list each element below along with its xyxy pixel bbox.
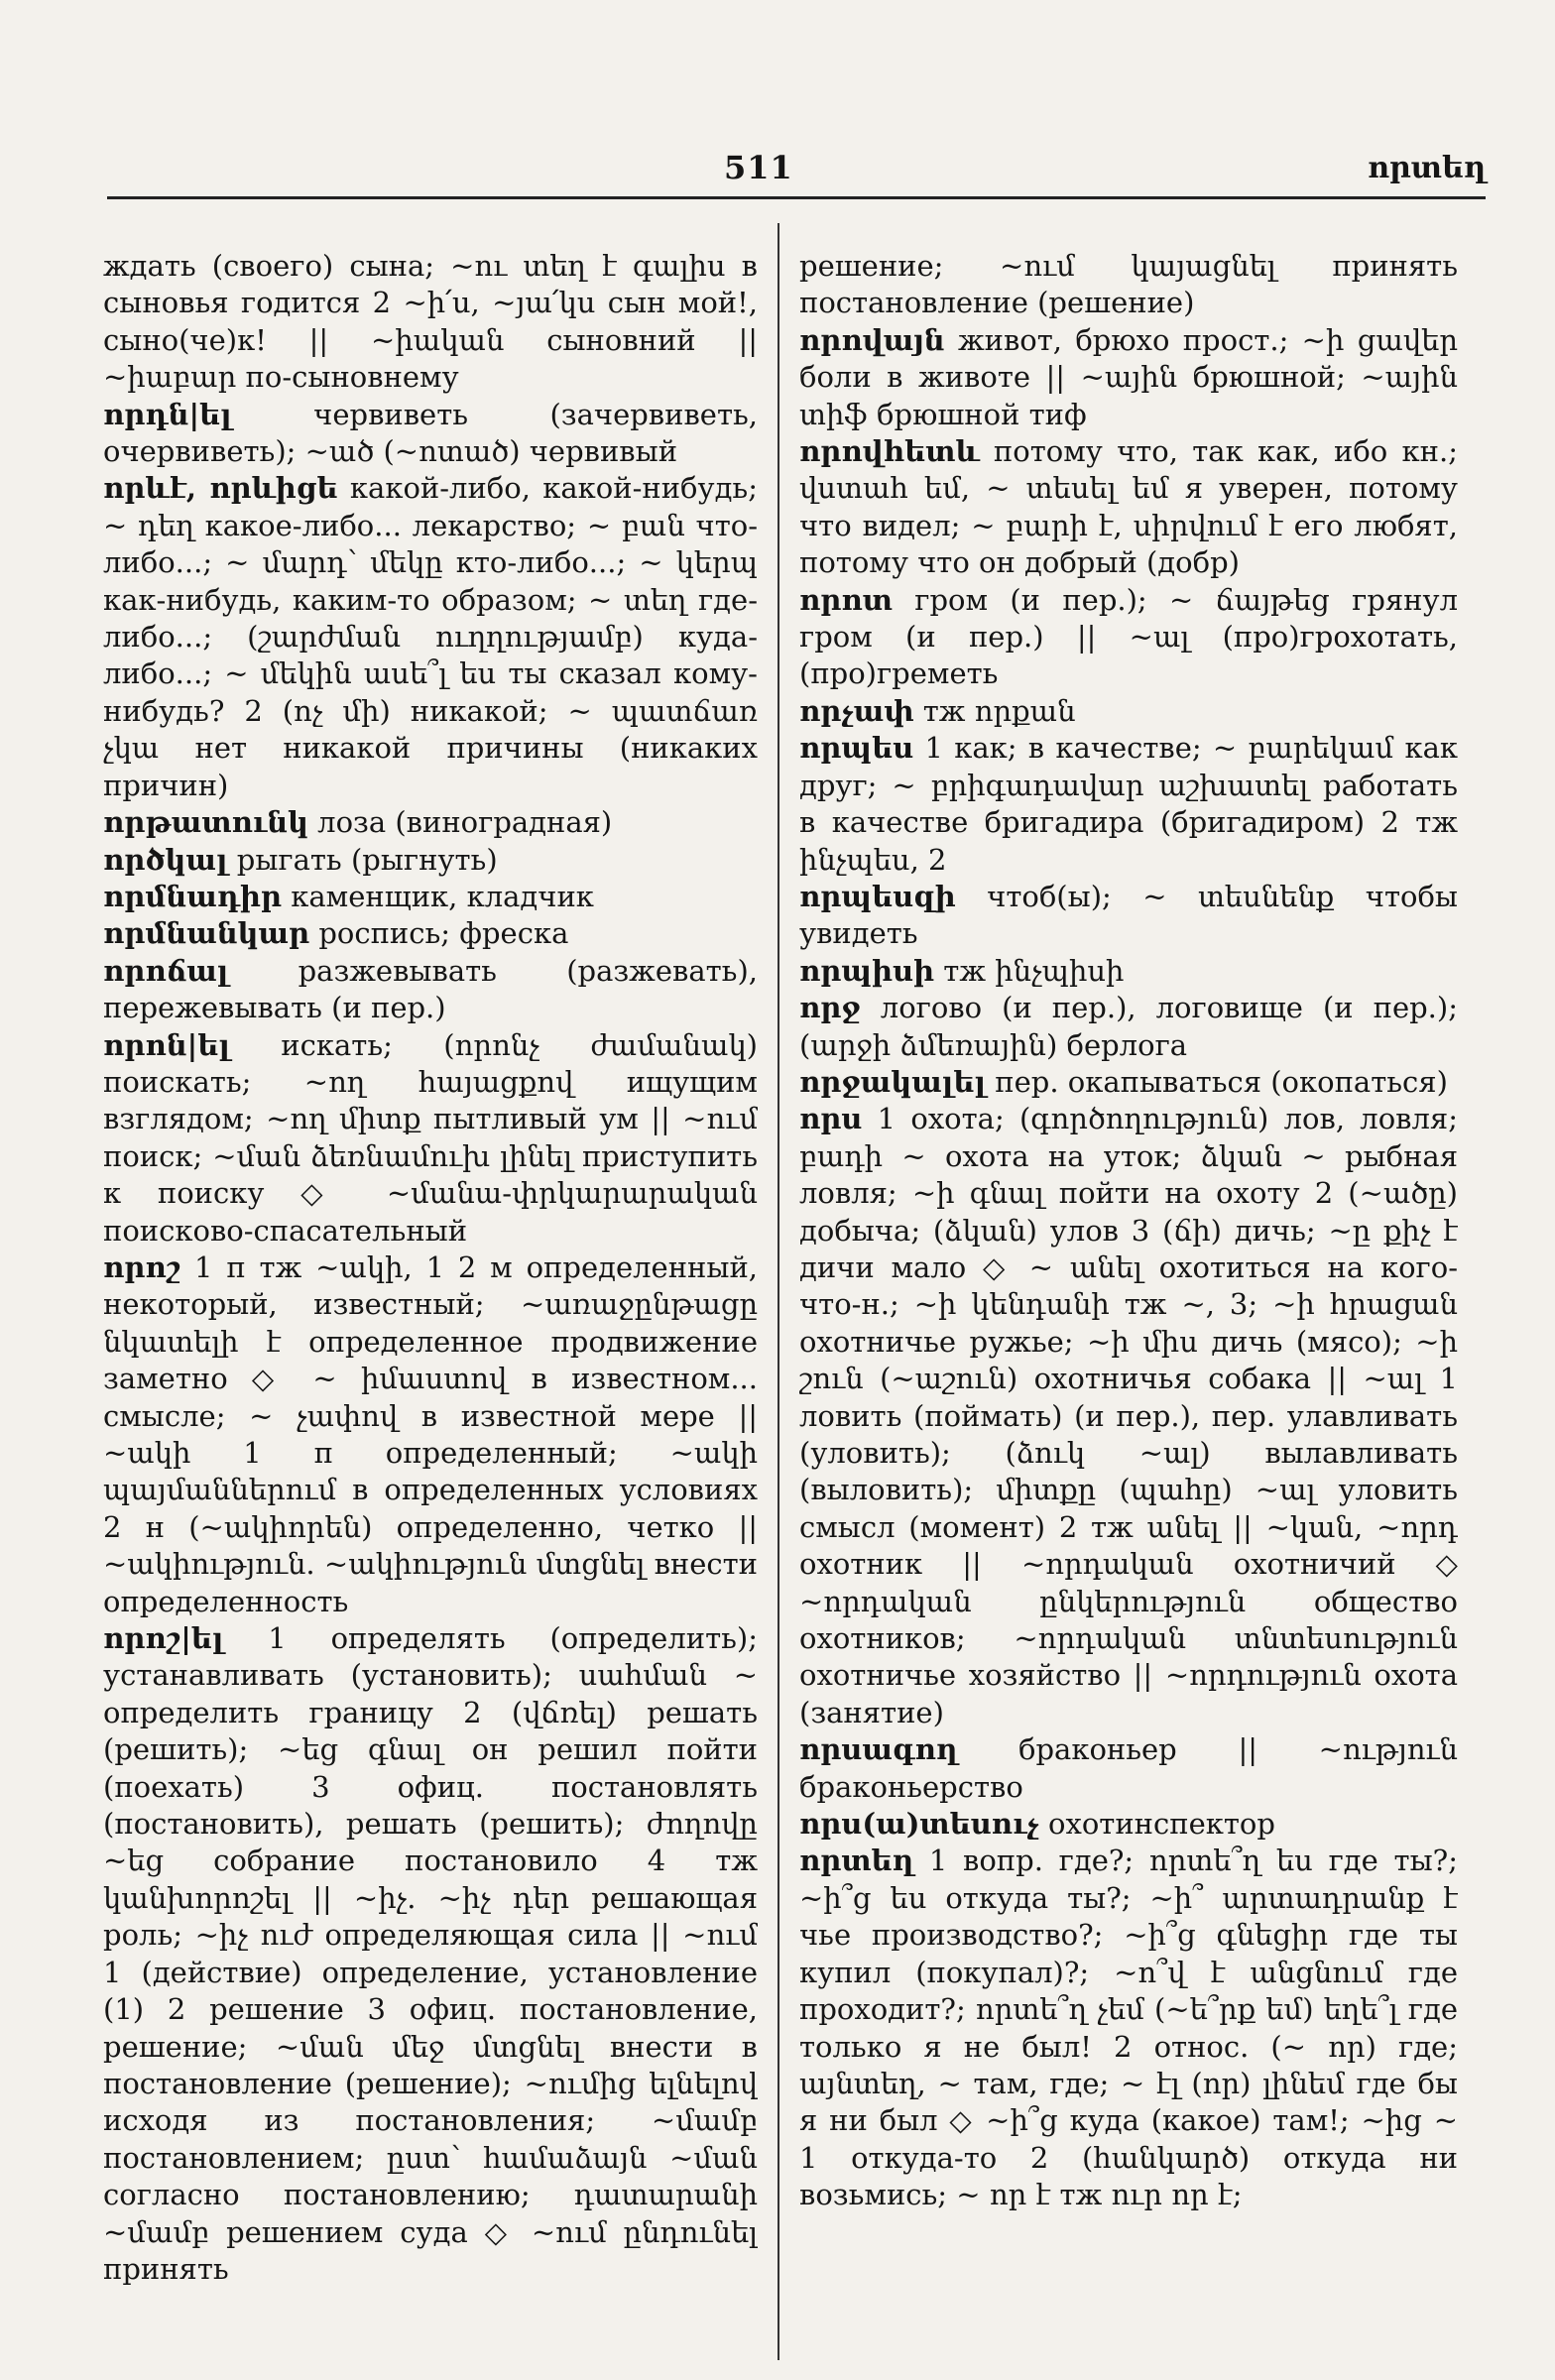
- entry-headword: որոշ: [103, 1250, 181, 1284]
- dictionary-entry: [103, 915, 758, 952]
- entry-text: чтоб(ы); ~ տեսնենք чтобы увидеть: [799, 879, 1458, 951]
- entry-text: рыгать (рыгнуть): [227, 842, 498, 877]
- entry-headword: որջակալել: [799, 1064, 987, 1099]
- entry-text: какой-либо, какой-нибудь; ~ դեղ какое-либо... лекарство; ~ բան что-либо...; ~ մարդ՝ մեկը кто-либо...; ~ կերպ как-нибудь, каким-то образом; ~ տեղ где-либо...; (շարժման ուղղությամբ) куда-либо...; ~ մեկին ասե՞լ ես ты сказал кому-нибудь? 2 (ոչ մի) никакой; ~ պատճառ չկա нет никакой причины (никаких причин): [103, 471, 758, 802]
- entry-text: охотинспектор: [1038, 1807, 1275, 1842]
- entry-headword: որպիսի: [799, 953, 935, 988]
- entry-text: червиветь (зачервиветь, очервиветь); ~ած (~ոտած) червивый: [103, 397, 758, 469]
- dictionary-entry: [799, 1731, 1458, 1806]
- dictionary-entry: [799, 990, 1458, 1064]
- dictionary-entry: [103, 470, 758, 804]
- entry-headword: որսագող: [799, 1732, 958, 1767]
- entry-text: тж որքան: [913, 693, 1076, 728]
- entry-headword: որջ: [799, 991, 861, 1025]
- dictionary-entry: [799, 1101, 1458, 1731]
- entry-text: гром (и пер.); ~ ճայթեց грянул гром (и пер.) || ~ալ (про)грохотать, (про)греметь: [799, 582, 1458, 691]
- dictionary-entry: [103, 1620, 758, 2288]
- entry-headword: որովայն: [799, 322, 945, 357]
- entry-headword: որևէ, որևիցե: [103, 471, 338, 506]
- entry-text: логово (и пер.), логовище (и пер.); (արջի ձմեռային) берлога: [799, 991, 1458, 1062]
- dictionary-entry: [103, 248, 758, 397]
- running-head: որտեղ: [1367, 151, 1486, 185]
- entry-text: 1 п тж ~ակի, 1 2 м определенный, некоторый, известный; ~առաջընթացը նկատելի է определенное продвижение заметно ◇ ~ իմաստով в известном... смысле; ~ չափով в известной мере || ~ակի 1 п определенный; ~ակի պայմաններում в определенных условиях 2 н (~ակիորեն) определенно, четко || ~ակիություն. ~ակիություն մտցնել внести определенность: [103, 1250, 758, 1618]
- entry-headword: ործկալ: [103, 842, 228, 877]
- dictionary-entry: [103, 842, 758, 879]
- entry-headword: որմնադիր: [103, 879, 283, 913]
- entry-headword: որտեղ: [799, 1844, 914, 1878]
- left-column: [103, 248, 758, 2360]
- header-rule: [107, 196, 1486, 199]
- entry-text: пер. окапываться (окопаться): [986, 1064, 1448, 1099]
- entry-headword: որոճալ: [103, 953, 229, 988]
- entry-text: каменщик, кладчик: [282, 879, 594, 913]
- entry-text: живот, брюхо прост.; ~ի ցավեր боли в животе || ~ային брюшной; ~ային տիֆ брюшной тиф: [799, 322, 1458, 431]
- entry-headword: որս(ա)տեսուչ: [799, 1807, 1039, 1842]
- entry-text: тж ինչպիսի: [934, 953, 1125, 988]
- entry-text: 1 вопр. где?; որտե՞ղ ես где ты?; ~ի՞ց ես откуда ты?; ~ի՞ արտադրանք է чье производство?; ~ի՞ց գնեցիր где ты купил (покупал)?; ~ո՞վ է անցնում где проходит?; որտե՞ղ չեմ (~ե՞րք եմ) եղե՞լ где только я не был! 2 относ. (~ որ) где; այնտեղ, ~ там, где; ~ էլ (որ) լինեմ где бы я ни был ◇ ~ի՞ց куда (какое) там!; ~ից ~ 1 откуда-то 2 (հանկարծ) откуда ни возьмись; ~ որ է тж ուր որ է;: [799, 1844, 1458, 2212]
- entry-text: 1 как; в качестве; ~ բարեկամ как друг; ~ բրիգադավար աշխատել работать в качестве бригадира (бригадиром) 2 тж ինչպես, 2: [799, 731, 1458, 877]
- dictionary-entry: [799, 1806, 1458, 1843]
- entry-headword: որոտ: [799, 582, 893, 617]
- dictionary-entry: [103, 879, 758, 915]
- entry-headword: որմնանկար: [103, 916, 310, 951]
- right-column: [799, 248, 1458, 2360]
- dictionary-entry: [799, 730, 1458, 879]
- dictionary-entry: [799, 1064, 1458, 1101]
- entry-text: потому что, так как, ибо кн.; վստահ եմ, ~ տեսել եմ я уверен, потому что видел; ~ բարի է, սիրվում է его любят, потому что он добрый (добр): [799, 434, 1458, 580]
- entry-text: решение; ~ում կայացնել принять постановление (решение): [799, 249, 1458, 320]
- entry-headword: որս: [799, 1102, 863, 1136]
- entry-headword: որոն|ել: [103, 1027, 230, 1062]
- entry-text: роспись; фреска: [309, 916, 569, 951]
- entry-text: 1 определять (определить); устанавливать (установить); սահման ~ определить границу 2 (վճռել) решать (решить); ~եց գնալ он решил пойти (поехать) 3 офиц. постановлять (постановить), решать (решить); ժողովը ~եց собрание постановило 4 тж կանխորոշել || ~իչ. ~իչ դեր решающая роль; ~իչ ուժ определяющая сила || ~ում 1 (действие) определение, установление (1) 2 решение 3 офиц. постановление, решение; ~ման մեջ մտցնել внести в постановление (решение); ~ումից ելնելով исходя из постановления; ~մամբ постановлением; ըստ՝ համաձայն ~ման согласно постановлению; դատարանի ~մամբ решением суда ◇ ~ում ընդունել принять: [103, 1621, 758, 2286]
- dictionary-entry: [799, 433, 1458, 582]
- dictionary-entry: [799, 582, 1458, 693]
- entry-headword: որպեսզի: [799, 879, 956, 913]
- column-divider: [778, 223, 779, 2360]
- dictionary-entry: [799, 1843, 1458, 2213]
- dictionary-entry: [799, 953, 1458, 990]
- dictionary-entry: [799, 322, 1458, 433]
- dictionary-entry: [103, 804, 758, 841]
- entry-headword: որպես: [799, 731, 914, 766]
- dictionary-entry: [103, 1250, 758, 1620]
- page-number: 511: [724, 149, 793, 186]
- entry-headword: որդն|ել: [103, 397, 232, 431]
- entry-text: искать; (որոնչ ժամանակ) поискать; ~ող հայացքով ищущим взглядом; ~ող միտք пытливый ум || ~ում поиск; ~ման ձեռնամուխ լինել приступить к поиску ◇ ~մանա-փրկարարական поисково-спасательный: [103, 1027, 758, 1248]
- entry-headword: որոշ|ել: [103, 1621, 224, 1656]
- entry-text: разжевывать (разжевать), пережевывать (и пер.): [103, 953, 758, 1025]
- entry-text: лоза (виноградная): [307, 805, 613, 840]
- entry-headword: որթատունկ: [103, 805, 308, 840]
- entry-headword: որչափ: [799, 693, 914, 728]
- entry-headword: որովհետև: [799, 434, 980, 469]
- entry-text: браконьер || ~ություն браконьерство: [799, 1732, 1458, 1804]
- dictionary-entry: [103, 1027, 758, 1250]
- entry-text: 1 охота; (գործողություն) лов, ловля; բադի ~ охота на уток; ձկան ~ рыбная ловля; ~ի գնալ пойти на охоту 2 (~ածը) добыча; (ձկան) улов 3 (ճի) дичь; ~ը քիչ է дичи мало ◇ ~ անել охотиться на кого-что-н.; ~ի կենդանի тж ~, 3; ~ի հրացան охотничье ружье; ~ի միս дичь (мясо); ~ի շուն (~աշուն) охотничья собака || ~ալ 1 ловить (поймать) (и пер.), пер. улавливать (уловить); (ձուկ ~ալ) вылавливать (выловить); միտքը (պահը) ~ալ уловить смысл (момент) 2 тж անել || ~կան, ~որդ охотник || ~որդական охотничий ◇ ~որդական ընկերություն общество охотников; ~որդական տնտեսություն охотничье хозяйство || ~որդություն охота (занятие): [799, 1102, 1458, 1729]
- dictionary-entry: [103, 397, 758, 471]
- entry-text: ждать (своего) сына; ~ու տեղ է գալիս в сыновья годится 2 ~ի՛ս, ~յա՛կս сын мой!, сыно(че)к! || ~իական сыновний || ~իաբար по-сыновнему: [103, 249, 758, 395]
- dictionary-entry: [799, 693, 1458, 730]
- dictionary-entry: [799, 248, 1458, 322]
- dictionary-entry: [103, 953, 758, 1027]
- dictionary-entry: [799, 879, 1458, 953]
